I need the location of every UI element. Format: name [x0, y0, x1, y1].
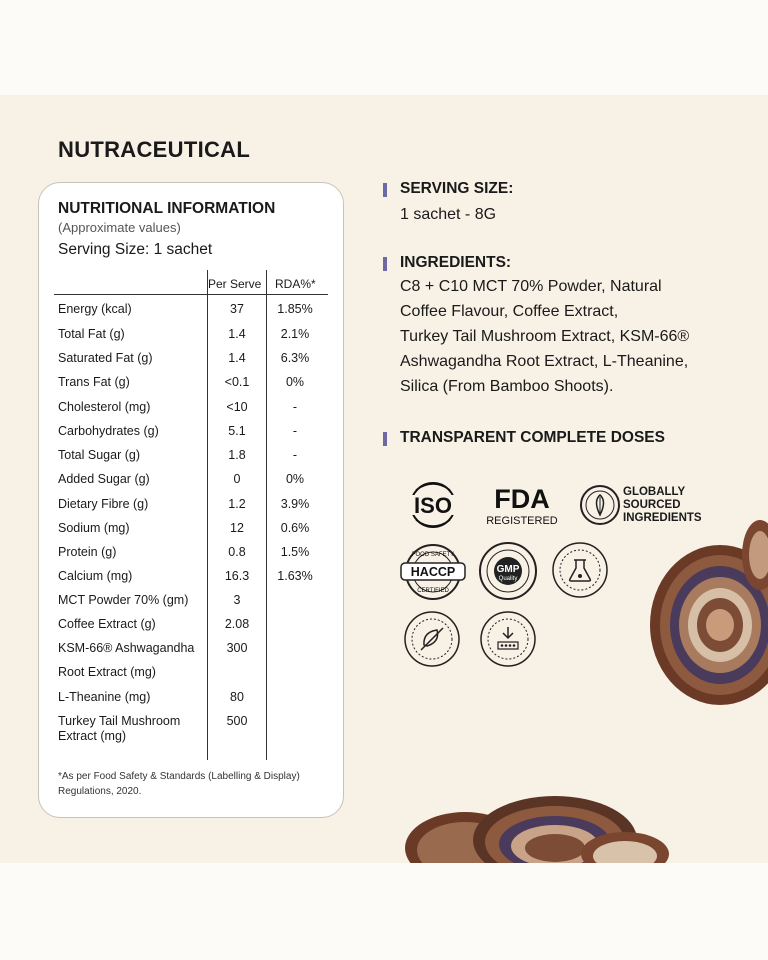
ingredients-line: Coffee Flavour, Coffee Extract, [400, 303, 619, 320]
nutrient-per-serve: 16.3 [224, 569, 250, 583]
haccp-bottom-text: CERTIFIED [417, 588, 449, 594]
ingredients-line: Turkey Tail Mushroom Extract, KSM-66® [400, 328, 690, 345]
col-header-rda: RDA%* [275, 277, 316, 291]
gmp-badge-icon [478, 541, 538, 601]
nutrition-serving: Serving Size: 1 sachet [58, 241, 213, 258]
nutrient-rda: - [292, 448, 298, 462]
iso-badge-icon [402, 480, 464, 530]
nutrient-per-serve: 1.8 [228, 448, 246, 462]
fda-badge-icon [485, 481, 559, 529]
fda-text: FDA [494, 484, 550, 514]
nutrient-rda: - [292, 400, 298, 414]
nutrient-name: Root Extract (mg) [58, 665, 156, 679]
nutrient-per-serve: 300 [226, 641, 248, 655]
nutrition-footnote: *As per Food Safety & Standards (Labelling & Display) Regulations, 2020. [58, 771, 300, 797]
nutrient-name: Carbohydrates (g) [58, 424, 159, 438]
haccp-top-text: FOOD SAFETY [411, 552, 455, 558]
nutrient-per-serve: 1.2 [228, 497, 246, 511]
gmp-sub-text: Quality [498, 576, 518, 582]
serving-size-text: 1 sachet - 8G [400, 206, 497, 223]
nutrient-rda: 1.5% [280, 545, 310, 559]
nutrient-rda: 0% [285, 375, 305, 389]
accent-bar [383, 432, 387, 446]
lab-tested-icon [552, 541, 608, 599]
nutrient-per-serve: 37 [230, 302, 244, 316]
column-divider [207, 270, 208, 760]
mushroom-image-right [648, 515, 768, 725]
leaf-globe-icon [578, 483, 622, 527]
nutrient-per-serve: 3 [233, 593, 241, 607]
ingredients-heading: INGREDIENTS: [400, 254, 512, 271]
nutrient-per-serve: 80 [230, 690, 244, 704]
nutrition-card [38, 182, 344, 818]
nutrient-name: Coffee Extract (g) [58, 617, 156, 631]
nutrient-name: Turkey Tail Mushroom Extract (mg) [58, 714, 181, 743]
nutrient-name: L-Theanine (mg) [58, 690, 151, 704]
nutrient-per-serve: 0.8 [228, 545, 246, 559]
haccp-text: HACCP [410, 565, 456, 579]
page-heading: NUTRACEUTICAL [58, 137, 251, 162]
product-info-panel [0, 95, 768, 863]
ingredients-line: Ashwagandha Root Extract, L-Theanine, [400, 353, 689, 370]
header-divider [54, 294, 328, 295]
nutrient-name: Total Sugar (g) [58, 448, 140, 462]
nutrient-per-serve: 500 [226, 714, 248, 728]
nutrient-name: Protein (g) [58, 545, 117, 559]
nutrient-per-serve: 1.4 [228, 327, 246, 341]
globally-sourced-line: SOURCED [623, 499, 681, 511]
nutrient-per-serve: <0.1 [224, 375, 250, 389]
fda-sub-text: REGISTERED [486, 515, 558, 527]
pesticide-free-icon [403, 610, 461, 668]
nutrient-name: Cholesterol (mg) [58, 400, 151, 414]
ingredients-line: Silica (From Bamboo Shoots). [400, 378, 614, 395]
col-header-per-serve: Per Serve [208, 277, 262, 291]
nutrient-per-serve: 0 [233, 472, 241, 486]
mushroom-image-bottom [405, 788, 675, 863]
globally-sourced-line: GLOBALLY [623, 486, 686, 498]
heavy-metal-free-icon [478, 610, 538, 668]
serving-size-heading: SERVING SIZE: [400, 180, 514, 197]
nutrient-name: Calcium (mg) [58, 569, 133, 583]
nutrient-rda: 2.1% [280, 327, 310, 341]
doses-heading: TRANSPARENT COMPLETE DOSES [400, 429, 665, 446]
nutrient-per-serve: 5.1 [228, 424, 246, 438]
nutrient-rda: 0% [285, 472, 305, 486]
nutrition-title: NUTRITIONAL INFORMATION [58, 200, 276, 217]
nutrient-name: Saturated Fat (g) [58, 351, 153, 365]
nutrition-subtitle: (Approximate values) [58, 220, 181, 235]
nutrient-rda: 0.6% [280, 521, 310, 535]
nutrient-name: Energy (kcal) [58, 302, 132, 316]
gmp-text: GMP [496, 564, 520, 575]
nutrient-per-serve: 1.4 [228, 351, 246, 365]
nutrient-name: MCT Powder 70% (gm) [58, 593, 189, 607]
nutrient-name: Total Fat (g) [58, 327, 125, 341]
ingredients-line: C8 + C10 MCT 70% Powder, Natural [400, 278, 662, 295]
nutrient-name: KSM-66® Ashwagandha [58, 641, 195, 655]
nutrient-name: Dietary Fibre (g) [58, 497, 149, 511]
accent-bar [383, 183, 387, 197]
nutrient-name: Trans Fat (g) [58, 375, 130, 389]
nutrient-per-serve: 2.08 [224, 617, 250, 631]
nutrient-name: Sodium (mg) [58, 521, 130, 535]
haccp-badge-icon [399, 543, 467, 601]
nutrient-rda: 6.3% [280, 351, 310, 365]
column-divider [266, 270, 267, 760]
nutrient-rda: 3.9% [280, 497, 310, 511]
nutrient-per-serve: <10 [226, 400, 248, 414]
iso-text: ISO [414, 493, 452, 518]
accent-bar [383, 257, 387, 271]
globally-sourced-line: INGREDIENTS [623, 512, 702, 524]
nutrient-per-serve: 12 [230, 521, 244, 535]
nutrient-name: Added Sugar (g) [58, 472, 150, 486]
nutrient-rda: - [292, 424, 298, 438]
nutrient-rda: 1.85% [277, 302, 313, 316]
nutrient-rda: 1.63% [277, 569, 313, 583]
